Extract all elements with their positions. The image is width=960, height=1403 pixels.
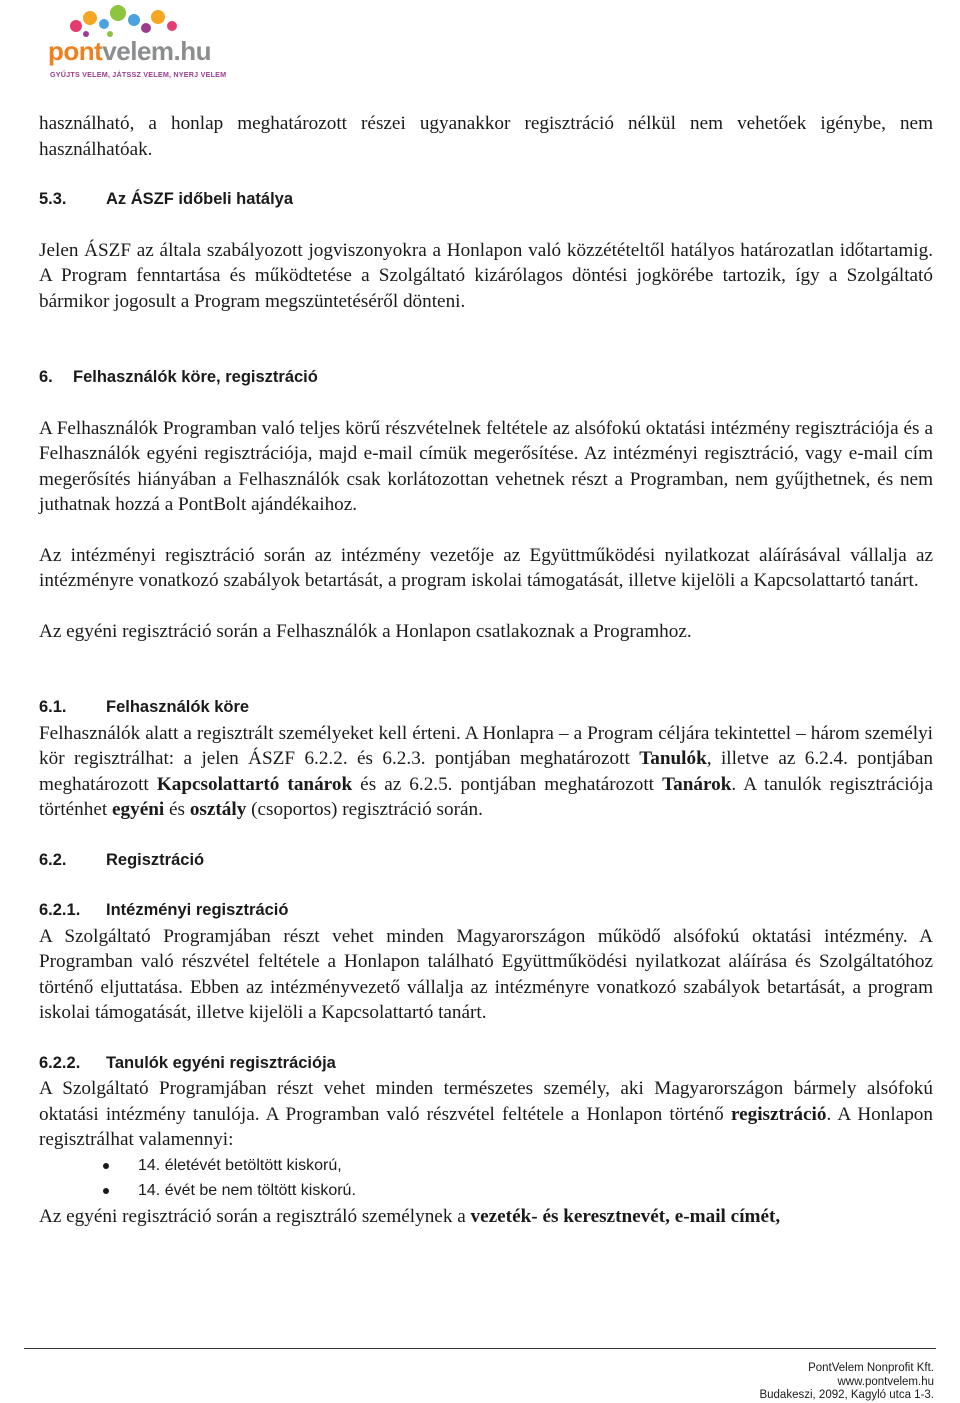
list-item: 14. évét be nem töltött kiskorú.	[39, 1178, 933, 1204]
section-6-heading: 6. Felhasználók köre, regisztráció	[39, 368, 318, 386]
footer-divider	[24, 1348, 936, 1349]
logo-wordmark: pontvelem.hu	[48, 36, 212, 66]
bullet-icon	[103, 1188, 109, 1194]
age-bullet-list	[39, 1153, 933, 1204]
pontvelem-logo	[46, 4, 227, 80]
section-6-paragraph-3: Az egyéni regisztráció során a Felhasználók a Honlapon csatlakoznak a Programhoz.	[39, 620, 692, 642]
closing-paragraph: Az egyéni regisztráció során a regisztráló személynek a vezeték- és keresztnevét, e-mail címét,	[39, 1205, 781, 1227]
bullet-icon	[103, 1163, 109, 1169]
section-5-3-heading: 5.3. Az ÁSZF időbeli hatálya	[39, 190, 294, 208]
document-page	[39, 111, 933, 1229]
section-6-2-1-heading: 6.2.1. Intézményi regisztráció	[39, 901, 289, 919]
footer-company: PontVelem Nonprofit Kft.	[808, 1362, 934, 1374]
section-6-2-2-heading: 6.2.2. Tanulók egyéni regisztrációja	[39, 1053, 336, 1072]
section-5-3-paragraph: Jelen ÁSZF az általa szabályozott jogviszonyokra a Honlapon való közzétételtől hatályos határozatlan időtartamig. A Program fenntartása és működtetése a Szolgáltató kizárólagos döntési jogkörébe tartozik, így a Szolgáltató bármikor jogosult a Program megszüntetéséről dönteni.	[39, 239, 933, 312]
list-item: 14. életévét betöltött kiskorú,	[39, 1153, 933, 1179]
section-6-2-1-paragraph: A Szolgáltató Programjában részt vehet minden Magyarországon működő alsófokú oktatási intézmény. A Programban való részvétel feltétele a Honlapon található Együttműködési nyilatkozat aláírása és Szolgáltatóhoz történő eljuttatása. Ebben az intézményvezető vállalja az intézményre vonatkozó szabályok betartását, a program iskolai támogatását, illetve kijelöli a Kapcsolattartó tanárt.	[39, 925, 933, 1023]
intro-paragraph: használható, a honlap meghatározott részei ugyanakkor regisztráció nélkül nem vehetőek igénybe, nem használhatóak.	[39, 113, 933, 160]
footer-address: Budakeszi, 2092, Kagyló utca 1-3.	[759, 1389, 934, 1401]
section-6-paragraph-2: Az intézményi regisztráció során az intézmény vezetője az Együttműködési nyilatkozat aláírásával vállalja az intézményre vonatkozó szabályok betartását, a program iskolai támogatását, illetve kijelöli a Kapcsolattartó tanárt.	[39, 544, 933, 591]
section-6-1-paragraph: Felhasználók alatt a regisztrált személyeket kell érteni. A Honlapra – a Program céljára tekintettel – három személyi kör regisztrálhat: a jelen ÁSZF 6.2.2. és 6.2.3. pontjában meghatározott Tanulók, illetve az 6.2.4. pontjában meghatározott Kapcsolattartó tanárok és az 6.2.5. pontjában meghatározott Tanárok. A tanulók regisztrációja történhet egyéni és osztály (csoportos) regisztráció során.	[39, 722, 933, 820]
page-footer	[759, 1362, 934, 1403]
footer-website: www.pontvelem.hu	[837, 1375, 934, 1388]
section-6-2-2-paragraph: A Szolgáltató Programjában részt vehet minden természetes személy, aki Magyarországon bármely alsófokú oktatási intézmény tanulója. A Programban való részvétel feltétele a Honlapon történő regisztráció. A Honlapon regisztrálhat valamennyi:	[39, 1078, 933, 1150]
logo-tagline: GYŰJTS VELEM, JÁTSSZ VELEM, NYERJ VELEM	[50, 70, 227, 79]
section-6-paragraph-1: A Felhasználók Programban való teljes körű részvételnek feltétele az alsófokú oktatási intézmény regisztrációja és a Felhasználók egyéni regisztrációja, majd e-mail címük megerősítése. Az intézményi regisztráció, vagy e-mail cím megerősítés hiányában a Felhasználók csak korlátozottan vehetnek részt a Programban, nem gyűjthetnek, és nem juthatnak hozzá a PontBolt ajándékaihoz.	[39, 417, 933, 515]
section-6-1-heading: 6.1. Felhasználók köre	[39, 698, 250, 716]
section-6-2-heading: 6.2. Regisztráció	[39, 850, 205, 869]
